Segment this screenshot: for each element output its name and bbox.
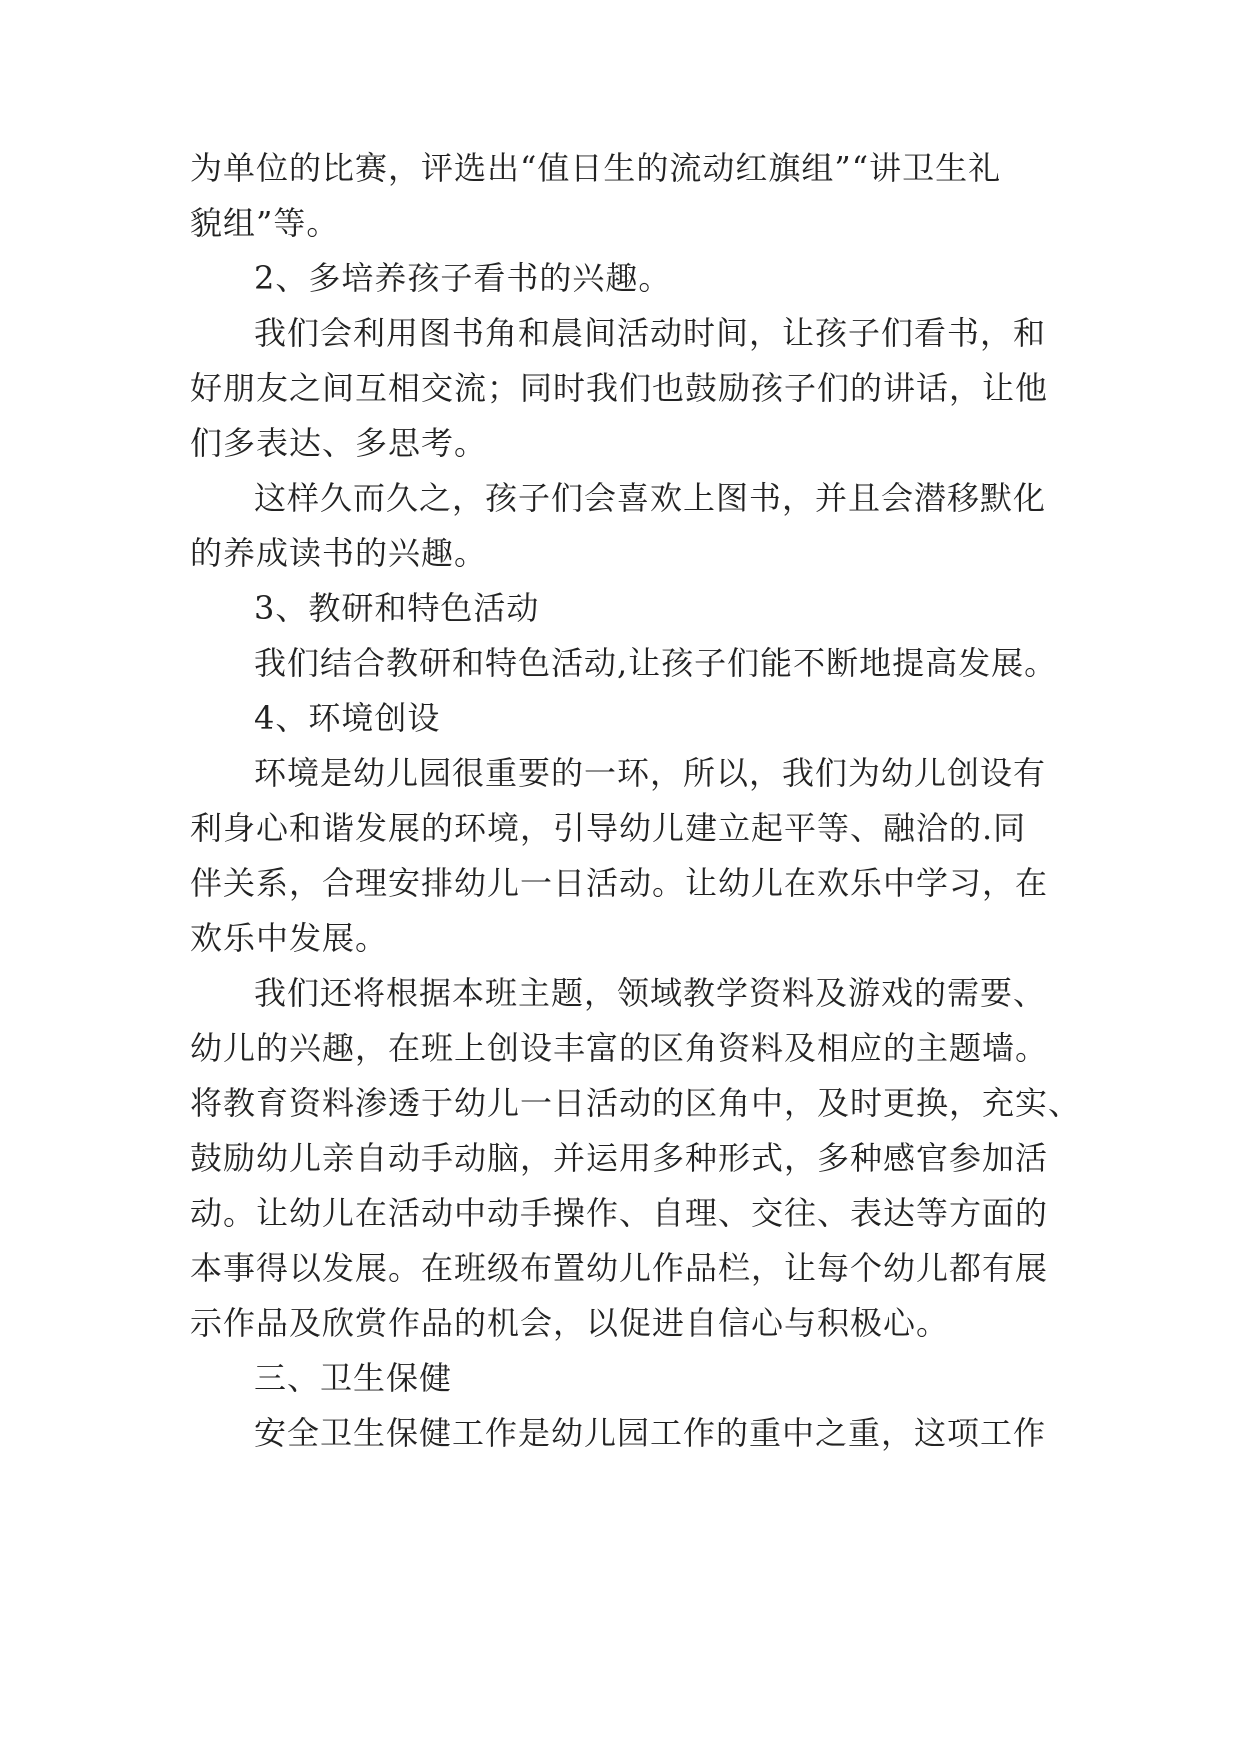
section-heading: 3、教研和特色活动: [254, 589, 540, 627]
text-line: 我们会利用图书角和晨间活动时间，让孩子们看书，和: [254, 314, 1047, 352]
section-heading: 三、卫生保健: [254, 1359, 453, 1397]
section-heading: 4、环境创设: [254, 699, 441, 737]
text-line: 貌组”等。: [190, 204, 340, 242]
text-line: 好朋友之间互相交流；同时我们也鼓励孩子们的讲话，让他: [190, 369, 1049, 407]
text-line: 动。让幼儿在活动中动手操作、自理、交往、表达等方面的: [190, 1194, 1049, 1232]
section-heading: 2、多培养孩子看书的兴趣。: [254, 259, 672, 297]
text-line: 这样久而久之，孩子们会喜欢上图书，并且会潜移默化: [254, 479, 1047, 517]
text-line: 环境是幼儿园很重要的一环，所以，我们为幼儿创设有: [254, 754, 1047, 792]
text-line: 安全卫生保健工作是幼儿园工作的重中之重，这项工作: [254, 1414, 1047, 1452]
text-line: 本事得以发展。在班级布置幼儿作品栏，让每个幼儿都有展: [190, 1249, 1049, 1287]
text-line: 伴关系，合理安排幼儿一日活动。让幼儿在欢乐中学习，在: [190, 864, 1049, 902]
text-line: 将教育资料渗透于幼儿一日活动的区角中，及时更换，充实、: [190, 1084, 1082, 1122]
text-line: 的养成读书的兴趣。: [190, 534, 488, 572]
text-line: 为单位的比赛，评选出“值日生的流动红旗组”“讲卫生礼: [190, 149, 1002, 187]
text-line: 欢乐中发展。: [190, 919, 389, 957]
text-line: 利身心和谐发展的环境，引导幼儿建立起平等、融洽的.同: [190, 809, 1027, 847]
text-line: 我们还将根据本班主题，领域教学资料及游戏的需要、: [254, 974, 1047, 1012]
text-line: 幼儿的兴趣，在班上创设丰富的区角资料及相应的主题墙。: [190, 1029, 1049, 1067]
text-line: 们多表达、多思考。: [190, 424, 488, 462]
text-line: 示作品及欣赏作品的机会，以促进自信心与积极心。: [190, 1304, 950, 1342]
text-line: 鼓励幼儿亲自动手动脑，并运用多种形式，多种感官参加活: [190, 1139, 1049, 1177]
text-line: 我们结合教研和特色活动,让孩子们能不断地提高发展。: [254, 644, 1058, 682]
